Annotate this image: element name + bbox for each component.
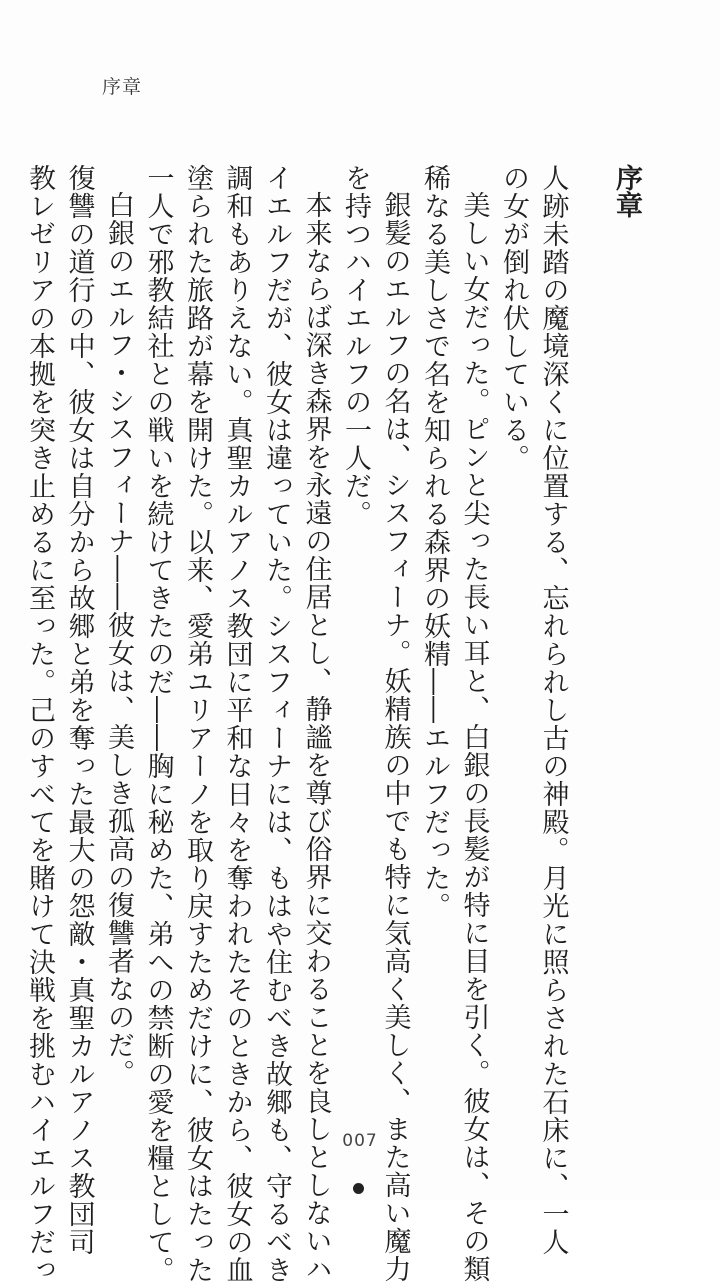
running-head: 序章 [102, 76, 143, 98]
page-edge-dot [353, 1183, 364, 1194]
text-line: の女が倒れ伏している。 [498, 164, 529, 472]
text-line: 美しい女だった。ピンと尖った長い耳と、白銀の長髪が特に目を引く。彼女は、その類 [458, 191, 490, 1283]
chapter-title: 序章 [611, 164, 642, 218]
text-line: 調和もありえない。真聖カルアノス教団に平和な日々を奪われたそのときから、彼女の血 [221, 164, 253, 1284]
text-line: 銀髪のエルフの名は、シスフィーナ。妖精族の中でも特に気高く美しく、また高い魔力 [379, 191, 411, 1283]
text-line: 一人で邪教結社との戦いを続けてきたのだ――胸に秘めた、弟への禁断の愛を糧として。 [142, 164, 174, 1284]
page-number: 007 [342, 1131, 378, 1151]
text-line: を持つハイエルフの一人だ。 [340, 164, 371, 528]
text-line: 人跡未踏の魔境深くに位置する、忘れられし古の神殿。月光に照らされた石床に、一人 [537, 164, 569, 1256]
text-line: 塗られた旅路が幕を開けた。以来、愛弟ユリアーノを取り戻すためだけに、彼女はたった [182, 164, 213, 1284]
text-line: 復讐の道行の中、彼女は自分から故郷と弟を奪った最大の怨敵・真聖カルアノス教団司 [63, 164, 95, 1256]
text-line: 教レゼリアの本拠を突き止めるに至った。己のすべてを賭けて決戦を挑むハイエルフだっ [24, 164, 55, 1284]
text-line: 白銀のエルフ・シスフィーナ――彼女は、美しき孤高の復讐者なのだ。 [103, 191, 134, 1087]
text-line: 本来ならば深き森界を永遠の住居とし、静謐を尊び俗界に交わることを良しとしないハ [300, 191, 332, 1283]
text-line: イエルフだが、彼女は違っていた。シスフィーナには、もはや住むべき故郷も、守るべき [261, 164, 292, 1284]
text-line: 稀なる美しさで名を知られる森界の妖精――エルフだった。 [419, 164, 450, 920]
